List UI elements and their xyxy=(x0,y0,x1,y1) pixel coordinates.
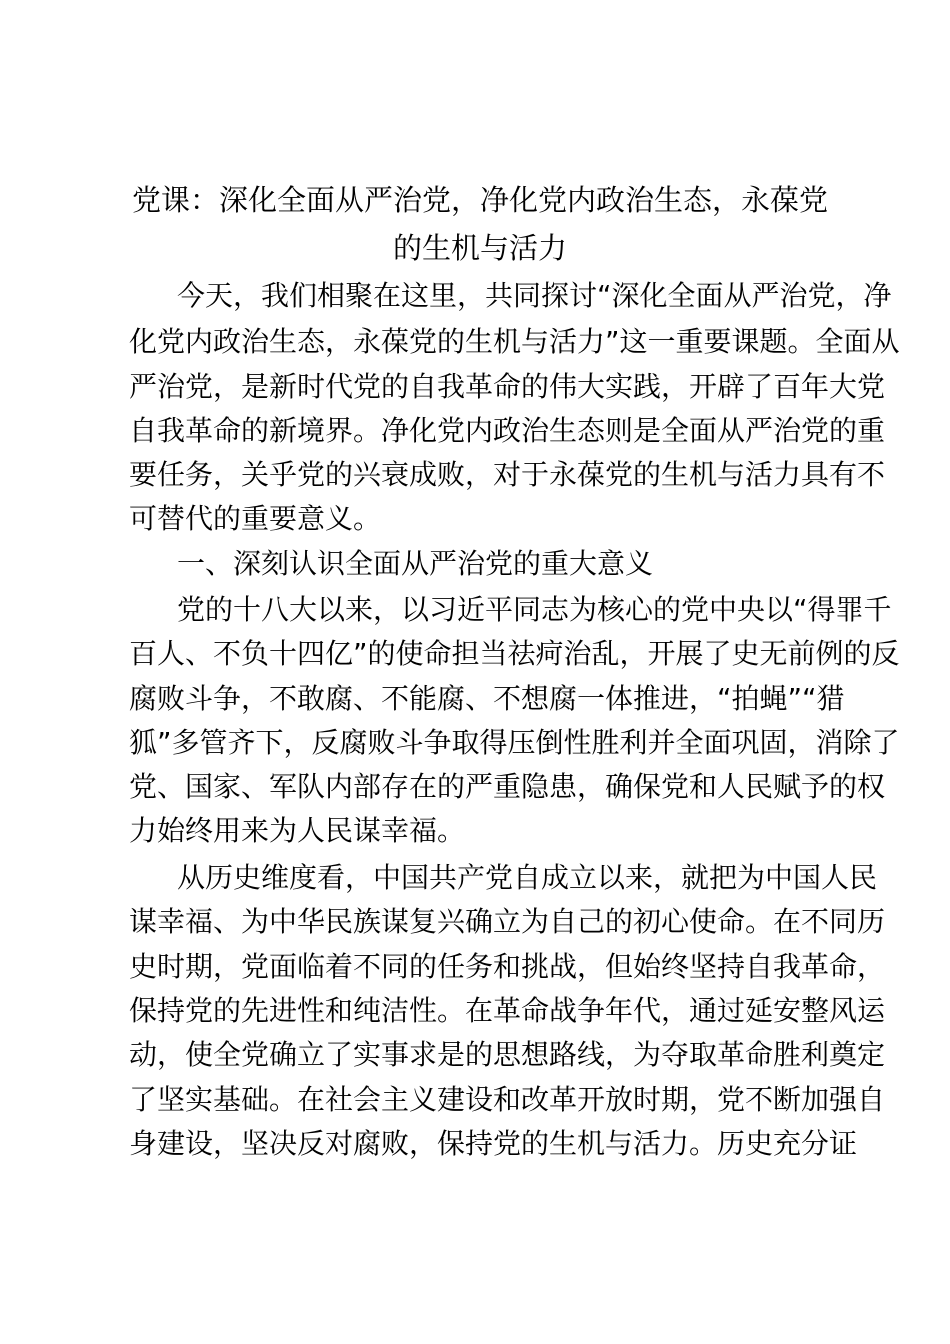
section-heading: 一、深刻认识全面从严治党的重大意义 xyxy=(177,547,654,580)
paragraph-line: 腐败斗争，不敢腐、不能腐、不想腐一体推进，“拍蝇”“猎 xyxy=(129,682,845,715)
paragraph-line: 史时期，党面临着不同的任务和挑战，但始终坚持自我革命， xyxy=(129,950,886,983)
paragraph-line: 从历史维度看，中国共产党自成立以来，就把为中国人民 xyxy=(177,861,878,894)
paragraph-line: 要任务，关乎党的兴衰成败，对于永葆党的生机与活力具有不 xyxy=(129,458,886,491)
paragraph-line: 党的十八大以来，以习近平同志为核心的党中央以“得罪千 xyxy=(177,593,892,626)
paragraph-line: 百人、不负十四亿”的使命担当祛疴治乱，开展了史无前例的反 xyxy=(129,637,900,670)
paragraph-line: 了坚实基础。在社会主义建设和改革开放时期，党不断加强自 xyxy=(129,1083,886,1116)
paragraph-line: 严治党，是新时代党的自我革命的伟大实践，开辟了百年大党 xyxy=(129,370,886,403)
title-line-2: 的生机与活力 xyxy=(392,231,567,265)
document-title xyxy=(120,176,840,272)
paragraph-line: 狐”多管齐下，反腐败斗争取得压倒性胜利并全面巩固，消除了 xyxy=(129,726,900,759)
title-line-1: 党课：深化全面从严治党，净化党内政治生态，永葆党 xyxy=(131,183,828,217)
paragraph-line: 党、国家、军队内部存在的严重隐患，确保党和人民赋予的权 xyxy=(129,770,886,803)
paragraph-line: 力始终用来为人民谋幸福。 xyxy=(129,814,466,847)
paragraph-line: 身建设，坚决反对腐败，保持党的生机与活力。历史充分证 xyxy=(129,1127,858,1160)
paragraph-line: 可替代的重要意义。 xyxy=(129,502,382,535)
paragraph-line: 谋幸福、为中华民族谋复兴确立为自己的初心使命。在不同历 xyxy=(129,905,886,938)
paragraph-line: 今天，我们相聚在这里，共同探讨“深化全面从严治党，净 xyxy=(177,279,892,312)
paragraph-line: 化党内政治生态，永葆党的生机与活力”这一重要课题。全面从 xyxy=(129,325,900,358)
paragraph-line: 动，使全党确立了实事求是的思想路线，为夺取革命胜利奠定 xyxy=(129,1038,886,1071)
paragraph-line: 保持党的先进性和纯洁性。在革命战争年代，通过延安整风运 xyxy=(129,994,886,1027)
paragraph-line: 自我革命的新境界。净化党内政治生态则是全面从严治党的重 xyxy=(129,414,886,447)
